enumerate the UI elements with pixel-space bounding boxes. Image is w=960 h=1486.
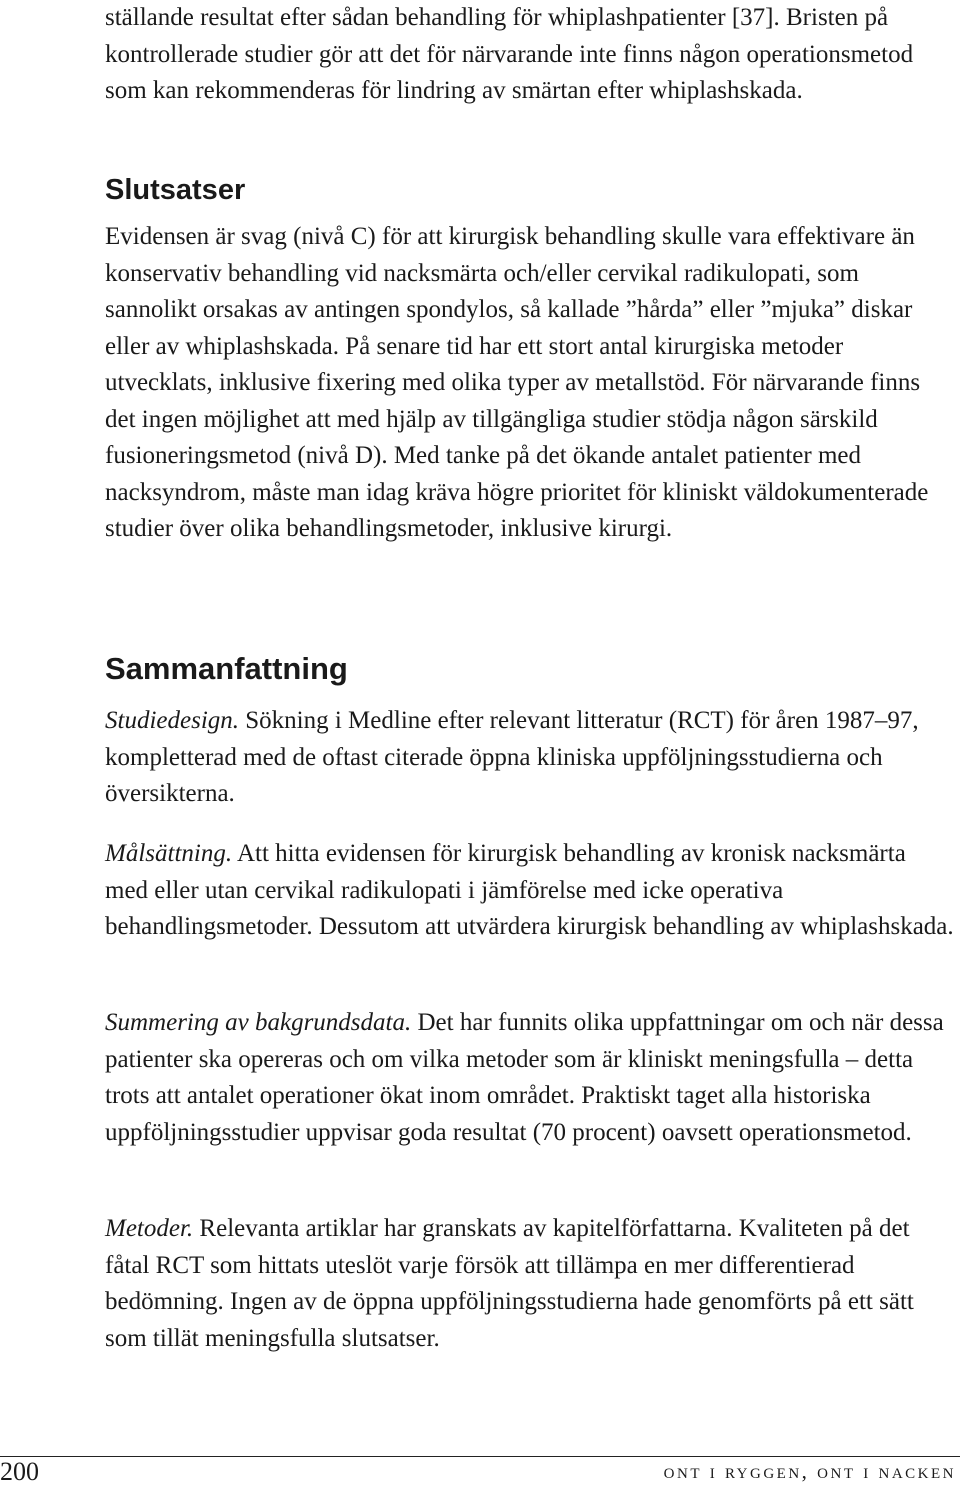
section-text: Relevanta artiklar har granskats av kapitelförfattarna. Kvaliteten på det fåtal RCT som hittats uteslöt varje försök att tillämpa en mer differentierad bedömning. Ingen av de öppna uppföljningsstudierna hade genomförts på ett sätt som tillät meningsfulla slutsatser.: [105, 1215, 914, 1352]
page-number: 200: [0, 1457, 39, 1486]
section-lead: Summering av bakgrundsdata.: [105, 1009, 412, 1036]
slutsatser-heading: Slutsatser: [105, 174, 246, 206]
bakgrundsdata-paragraph: [105, 1005, 955, 1151]
section-lead: Metoder.: [105, 1215, 194, 1242]
section-lead: Studiedesign.: [105, 707, 240, 734]
footer-rule: [0, 1456, 960, 1457]
malsattning-paragraph: [105, 836, 955, 946]
section-lead: Målsättning.: [105, 840, 233, 867]
sammanfattning-heading: Sammanfattning: [105, 651, 348, 686]
intro-paragraph: ställande resultat efter sådan behandling för whiplashpatienter [37]. Bristen på kontrollerade studier gör att det för närvarande inte finns någon operationsmetod som kan rekommenderas för lindring av smärtan efter whiplashskada.: [105, 4, 914, 104]
section-text: Det har funnits olika uppfattningar om och när dessa patienter ska opereras och om vilka metoder som är kliniskt meningsfulla – detta trots att antalet operationer ökat inom området. Praktiskt taget alla historiska uppföljningsstudier uppvisar goda resultat (70 procent) oavsett operationsmetod.: [105, 1009, 944, 1146]
section-text: Sökning i Medline efter relevant litteratur (RCT) för åren 1987–97, kompletterad med de oftast citerade öppna kliniska uppföljningsstudierna och översikterna.: [105, 707, 919, 807]
section-text: Att hitta evidensen för kirurgisk behandling av kronisk nacksmärta med eller utan cervikal radikulopati i jämförelse med icke operativa behandlingsmetoder. Dessutom att utvärdera kirurgisk behandling av whiplashskada.: [105, 840, 954, 940]
running-title: ont i ryggen, ont i nacken: [663, 1459, 956, 1483]
slutsatser-paragraph: Evidensen är svag (nivå C) för att kirurgisk behandling skulle vara effektivare än konservativ behandling vid nacksmärta och/eller cervikal radikulopati, som sannolikt orsakas av antingen spondylos, så kallade ”hårda” eller ”mjuka” diskar eller av whiplashskada. På senare tid har ett stort antal kirurgiska metoder utvecklats, inklusive fixering med olika typer av metallstöd. För närvarande finns det ingen möjlighet att med hjälp av tillgängliga studier stödja någon särskild fusioneringsmetod (nivå D). Med tanke på det ökande antalet patienter med nacksyndrom, måste man idag kräva högre prioritet för kliniskt väldokumenterade studier över olika behandlingsmetoder, inklusive kirurgi.: [105, 223, 929, 542]
studiedesign-paragraph: [105, 703, 955, 813]
metoder-paragraph: [105, 1211, 955, 1357]
